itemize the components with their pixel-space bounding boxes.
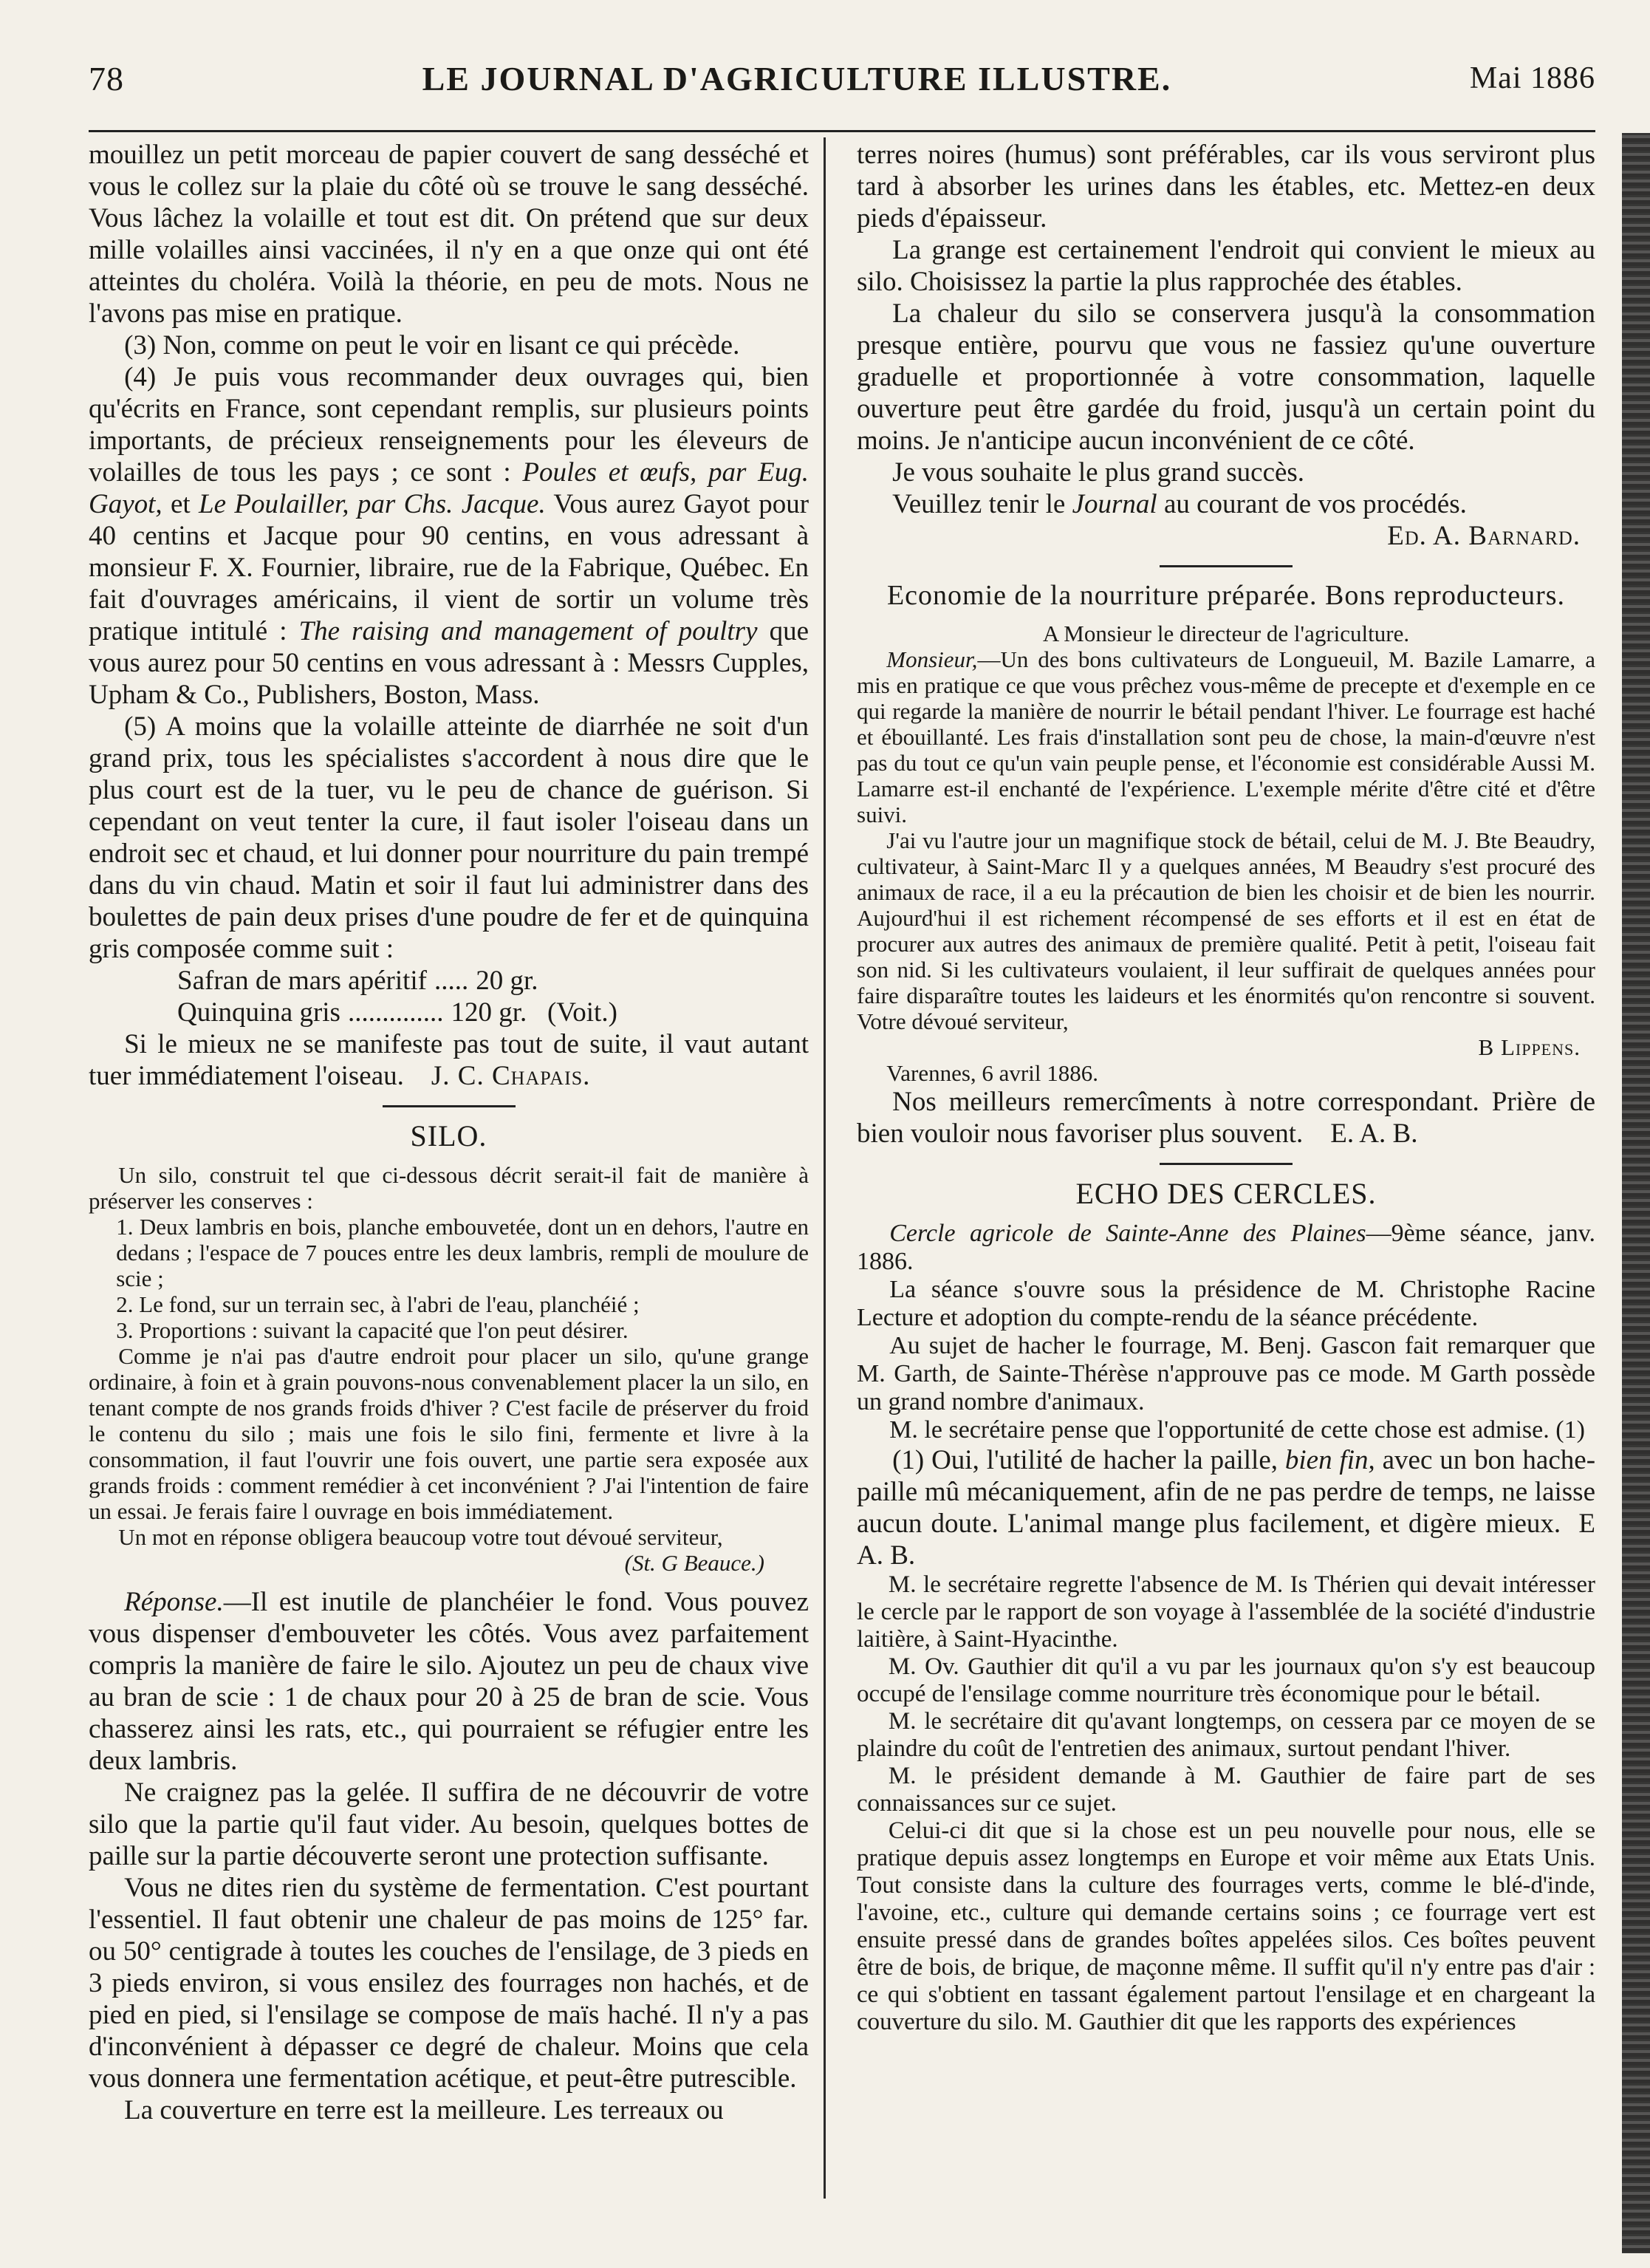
journal-title: LE JOURNAL D'AGRICULTURE ILLUSTRE. — [422, 59, 1172, 98]
signature-barnard: Ed. A. Barnard. — [1387, 521, 1581, 551]
signature-beauce: (St. G Beauce.) — [624, 1550, 764, 1576]
signature-chapais: J. C. Chapais. — [431, 1061, 591, 1091]
reply-wishes: Je vous souhaite le plus grand succès. — [892, 457, 1305, 488]
reply-continued: terres noires (humus) sont préférables, car ils vous serviront plus tard à absorber les urines dans les étables, etc. Mettez-en deux pieds d'épaisseur. — [857, 140, 1595, 233]
echo-president: M. le président demande à M. Gauthier de faire part de ses connaissances sur ce sujet. — [857, 1763, 1595, 1817]
echo-session: Cercle agricole de Sainte-Anne des Plaines—9ème séance, janv. 1886. — [857, 1220, 1595, 1275]
scan-edge — [1622, 133, 1650, 2253]
signature-lippens: B Lippens. — [1478, 1034, 1581, 1060]
silo-letter — [89, 1162, 809, 1576]
echo-celui-ci: Celui-ci dit que si la chose est un peu nouvelle pour nous, elle se pratique depuis assez longtemps en Europe et voir même aux Etats Unis. Tout consiste dans la culture des fourrages verts, comme le blé-d'inde, l'avoine, etc., culture qui demande certains soins ; ce fourrage vert est ensuite pressé dans de grandes boîtes appelées silos. Ces boîtes peuvent être de bois, de brique, de maçonne même. Il suffit qu'il n'y entre pas d'air : ce qui s'obtient en tassant également partout l'ensilage et en chargeant la couverture du silo. M. Gauthier dit que les rapports des expériences — [857, 1817, 1595, 2035]
reply-label: Réponse. — [124, 1587, 224, 1617]
book-title-gayot: Poules et œufs, par Eug. Gayot, — [89, 457, 809, 519]
reply-paragraph-3: Vous ne dites rien du système de fermentation. C'est pourtant l'essentiel. Il faut obtenir une chaleur de pas moins de 125° far. ou 50° centigrade à toutes les couches de l'ensilage, de 3 pieds en 3 pieds environ, si vous ensilez des fourrages non hachés, et de pied en pied, si l'ensilage se compose de maïs haché. Il n'y a pas d'inconvénient à dépasser ce degré de chaleur. Moins que cela vous donnera une fermentation acétique, et peut-être putrescible. — [89, 1873, 809, 2094]
silo-item-2: 2. Le fond, sur un terrain sec, à l'abri de l'eau, planchéié ; — [116, 1291, 640, 1317]
section-rule — [1160, 1163, 1293, 1165]
column-divider — [824, 137, 826, 2199]
recipe-line-2: Quinquina gris .............. 120 gr. (Voit.) — [177, 997, 617, 1028]
echo-opening: La séance s'ouvre sous la présidence de M. Christophe Racine Lecture et adoption du compte-rendu de la séance précédente. — [857, 1276, 1595, 1331]
echo-section-continued — [857, 1571, 1595, 2036]
silo-item-1: 1. Deux lambris en bois, planche embouvetée, dont un en dehors, l'autre en dedans ; l'espace de 7 pouces entre les deux lambris, rempli de moulure de scie ; — [116, 1214, 809, 1291]
economie-heading: Economie de la nourriture préparée. Bons reproducteurs. — [886, 580, 1566, 611]
poultry-continued-paragraph: mouillez un petit morceau de papier couvert de sang desséché et vous le collez sur la plaie du côté où se trouve le sang desséché. Vous lâchez la volaille et tout est dit. On prétend que sur deux mille volailles ainsi vaccinées, il n'y en a que onze qui ont été atteintes du choléra. Voilà la théorie, en peu de mots. Nous ne l'avons pas mise en pratique. — [89, 140, 809, 329]
right-column — [857, 139, 1595, 2036]
echo-footnote: (1) Oui, l'utilité de hacher la paille, bien fin, avec un bon hache-paille mû mécaniquement, afin de ne pas perdre de temps, ne laisse aucun doute. L'animal mange plus facilement, et digère mieux. E A. B. — [857, 1445, 1596, 1571]
reply-chaleur: La chaleur du silo se conservera jusqu'à la consommation presque entière, pourvu que vous ne fassiez qu'une ouverture graduelle et proportionnée à votre consommation, laquelle ouverture peut être gardée du froid, jusqu'à un certain point du moins. Je n'anticipe aucun inconvénient de ce côté. — [857, 298, 1595, 456]
editor-thanks: Nos meilleurs remercîments à notre correspondant. Prière de bien vouloir nous favoriser plus souvent. E. A. B. — [857, 1087, 1595, 1149]
reply-paragraph-2: Ne craignez pas la gelée. Il suffira de ne découvrir de votre silo que la partie qu'il faut vider. Au besoin, quelques bottes de paille sur la partie découverte seront une protection suffisante. — [89, 1777, 809, 1871]
silo-closing: Un mot en réponse obligera beaucoup votre tout dévoué serviteur, — [118, 1524, 723, 1550]
answer-3: (3) Non, comme on peut le voir en lisant ce qui précède. — [124, 330, 740, 361]
letter-place-date: Varennes, 6 avril 1886. — [886, 1060, 1098, 1086]
answer-4: (4) Je puis vous recommander deux ouvrages qui, bien qu'écrits en France, sont cependant remplis, sur plusieurs points importants, de précieux renseignements pour les éleveurs de volailles de tous les pays ; ce sont : Poules et œufs, par Eug. Gayot, et Le Poulailler, par Chs. Jacque. Vous aurez Gayot pour 40 centins et Jacque pour 90 centins, en vous adressant à monsieur F. X. Fournier, libraire, rue de la Fabrique, Québec. En fait d'ouvrages américains, il vient de sortir un volume très pratique intitulé : The raising and management of poultry que vous aurez pour 50 centins en vous adressant à : Messrs Cupples, Upham & Co., Publishers, Boston, Mass. — [89, 362, 809, 710]
page-number: 78 — [89, 59, 124, 98]
page-header — [89, 49, 1595, 108]
letter-address: A Monsieur le directeur de l'agriculture. — [1042, 621, 1410, 646]
answer-6: Si le mieux ne se manifeste pas tout de suite, il vaut autant tuer immédiatement l'oiseau. J. C. Chapais. — [89, 1029, 809, 1091]
echo-gauthier: M. Ov. Gauthier dit qu'il a vu par les journaux qu'on s'y est beaucoup occupé de l'ensilage comme nourriture très économique pour le bétail. — [857, 1653, 1595, 1707]
section-rule — [1160, 565, 1293, 567]
echo-section — [857, 1220, 1595, 1444]
economie-paragraph-2: J'ai vu l'autre jour un magnifique stock de bétail, celui de M. J. Bte Beaudry, cultivateur, à Saint-Marc Il y a quelques années, M Beaudry s'est procuré des animaux de race, il a eu la précaution de bien les choisir et de bien les nourrir. Aujourd'hui il est richement récompensé de ses efforts et il est en état de procurer aux autres des animaux de première qualité. Petit à petit, l'oiseau fait son nid. Si les cultivateurs voulaient, il leur suffirait de quelques années pour faire disparaître toutes les laideurs et les énormités qu'on rencontre si souvent. Votre dévoué serviteur, — [857, 827, 1595, 1034]
silo-heading: SILO. — [410, 1119, 487, 1152]
answer-5: (5) A moins que la volaille atteinte de diarrhée ne soit d'un grand prix, tous les spécialistes s'accordent à nous dire que le plus court est de la tuer, vu le peu de chance de guérison. Si cependant on veut tenter la cure, il faut isoler l'oiseau dans un endroit sec et chaud, et lui donner pour nourriture du pain trempé dans du vin chaud. Matin et soir il faut lui administrer dans des boulettes de pain deux prises d'une poudre de fer et de quinquina gris composée comme suit : — [89, 711, 809, 964]
silo-question: Comme je n'ai pas d'autre endroit pour placer un silo, qu'une grange ordinaire, à foin et à grain pouvons-nous convenablement placer la un silo, en tenant compte de nos grands froids d'hiver ? C'est facile de préserver du froid le contenu du silo ; mais une fois le silo fini, fermente et livre à la consommation, il faut l'ouvrir une fois ouvert, une partie sera exposée aux grands froids : comment remédier à cet inconvénient ? J'ai l'intention de faire un essai. Je ferais faire l ouvrage en bois immédiatement. — [89, 1343, 809, 1524]
book-title-poultry: The raising and management of poultry — [298, 616, 758, 646]
echo-secretary: M. le secrétaire pense que l'opportunité de cette chose est admise. (1) — [889, 1416, 1585, 1444]
silo-intro: Un silo, construit tel que ci-dessous décrit serait-il fait de manière à préserver les conserves : — [89, 1162, 809, 1214]
signature-eab-note: E A. B. — [857, 1509, 1596, 1571]
signature-eab: E. A. B. — [1330, 1118, 1418, 1149]
book-title-jacque: Le Poulailler, par Chs. Jacque. — [199, 489, 546, 519]
header-rule — [89, 130, 1595, 132]
echo-longtemps: M. le secrétaire dit qu'avant longtemps, on cessera par ce moyen de se plaindre du coût de l'entretien des animaux, surtout pendant l'hiver. — [857, 1708, 1595, 1762]
reply-grange: La grange est certainement l'endroit qui convient le mieux au silo. Choisissez la partie la plus rapprochée des étables. — [857, 235, 1595, 297]
reply-paragraph-4: La couverture en terre est la meilleure. Les terreaux ou — [124, 2095, 724, 2125]
economie-paragraph-1: Monsieur,—Un des bons cultivateurs de Longueuil, M. Bazile Lamarre, a mis en pratique ce que vous prêchez vous-même de precepte et d'exemple en ce qui regarde la manière de nourrir le bétail pendant l'hiver. Le fourrage est haché et ébouillanté. Les frais d'installation sont peu de chose, la main-d'œuvre n'est pas du tout ce qu'un vain peuple pense, et l'économie est considérable Aussi M. Lamarre est-il enchanté de l'expérience. L'exemple mérite d'être cité et d'être suivi. — [857, 646, 1595, 827]
economie-letter — [857, 621, 1595, 1086]
recipe-line-1: Safran de mars apéritif ..... 20 gr. — [177, 966, 538, 996]
reply-request: Veuillez tenir le Journal au courant de vos procédés. — [892, 489, 1467, 519]
issue-date: Mai 1886 — [1469, 61, 1595, 95]
section-rule — [383, 1105, 516, 1107]
reply-paragraph-1: Réponse.—Il est inutile de planchéier le fond. Vous pouvez vous dispenser d'embouveter les côtés. Vous avez parfaitement compris la manière de faire le silo. Ajoutez un peu de chaux vive au bran de scie : 1 de chaux pour 20 à 25 de bran de scie. Vous chasserez ainsi les rats, etc., qui pourraient se réfugier entre les deux lambris. — [89, 1587, 809, 1776]
silo-item-3: 3. Proportions : suivant la capacité que l'on peut désirer. — [116, 1317, 629, 1343]
echo-hacher: Au sujet de hacher le fourrage, M. Benj. Gascon fait remarquer que M. Garth, de Sainte-Thérèse n'approuve pas ce mode. M Garth possède un grand nombre d'animaux. — [857, 1332, 1595, 1415]
left-column — [89, 139, 809, 2126]
echo-therien: M. le secrétaire regrette l'absence de M. Is Thérien qui devait intéresser le cercle par le rapport de son voyage à l'assemblée de la société d'industrie laitière, à Saint-Hyacinthe. — [857, 1571, 1595, 1653]
echo-heading: ECHO DES CERCLES. — [1075, 1177, 1377, 1210]
